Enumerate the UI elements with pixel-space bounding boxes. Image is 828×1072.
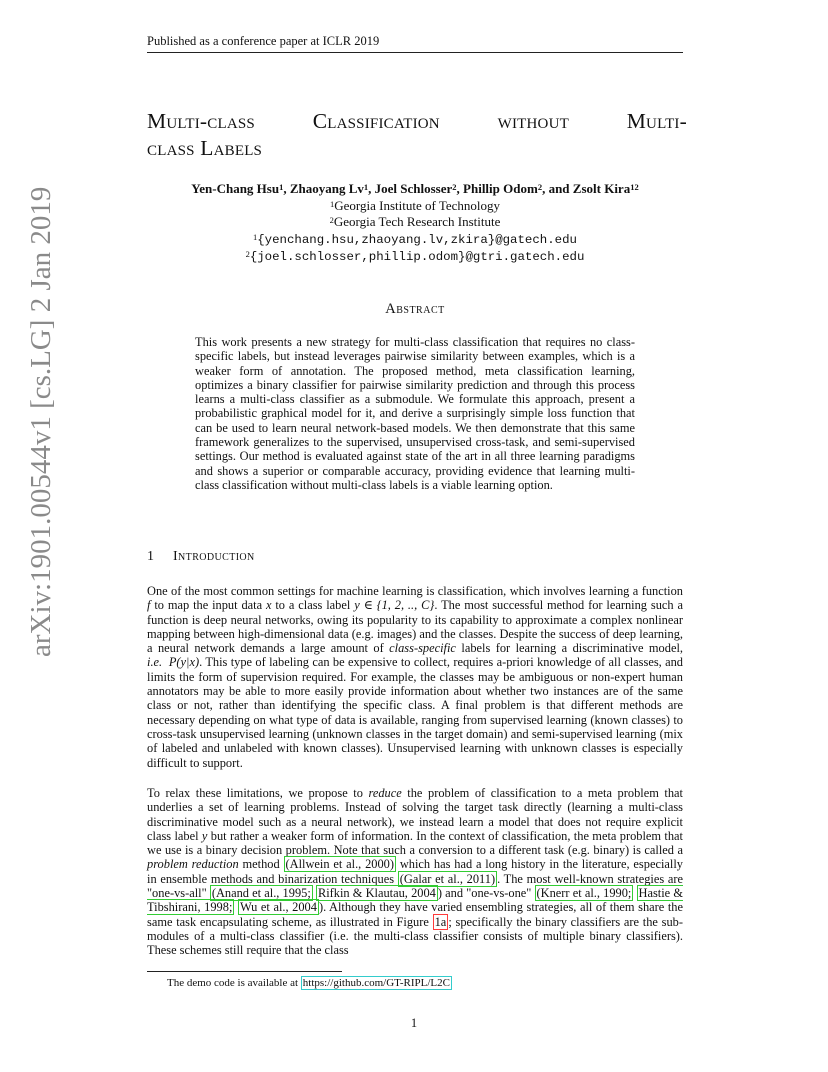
author-sep: , bbox=[283, 181, 290, 196]
email-sup: 2 bbox=[245, 249, 250, 259]
text-run: . The most successful method for learning such a function is deep neural networks, owing its popularity to its capability to approximate a complex nonlinear mapping between high-dimensional data (e.g. images) and the classes. Despite the success of deep learning, a neural network demands a large amount of bbox=[147, 598, 683, 656]
author-names bbox=[147, 181, 683, 198]
math-pyx: P(y|x) bbox=[168, 655, 200, 670]
abstract-heading: Abstract bbox=[385, 301, 445, 317]
emph-ie: i.e. bbox=[147, 655, 163, 670]
author-sep: , bbox=[368, 181, 375, 196]
author-sup: 2 bbox=[452, 182, 457, 192]
author-sup: 2 bbox=[537, 182, 543, 192]
citation-link[interactable]: (Galar et al., 2011) bbox=[399, 871, 496, 886]
affiliation-text: Georgia Tech Research Institute bbox=[333, 214, 501, 229]
affiliation-text: Georgia Institute of Technology bbox=[334, 197, 501, 213]
footnote-rule bbox=[147, 971, 342, 972]
title-word: Classification bbox=[312, 109, 440, 133]
citation-link[interactable]: (Allwein et al., 2000) bbox=[285, 857, 394, 872]
email-text: {joel.schlosser,phillip.odom}@gtri.gatech.edu bbox=[249, 250, 585, 264]
text-run: ) and "one-vs-one" bbox=[437, 886, 535, 901]
author-name: Yen-Chang Hsu bbox=[191, 181, 280, 196]
arxiv-stamp bbox=[21, 186, 57, 657]
email-line bbox=[147, 248, 683, 266]
emph-problem-reduction: problem reduction bbox=[147, 857, 239, 872]
author-name: Joel Schlosser bbox=[374, 181, 453, 196]
text-run: but rather a weaker form of information. In the context of classification, the meta problem that we use is a binary decision problem. Note that such a conversion to a different task (e.g. binary) is called a bbox=[147, 828, 683, 858]
text-run: method bbox=[238, 857, 284, 872]
text-run: ). Although they have varied ensembling strategies, all of them share the same task encapsulating scheme, as illustrated in Figure bbox=[147, 900, 683, 929]
email-sup: 1 bbox=[253, 231, 258, 242]
text-run: which has had a long history in the literature, especially in ensemble methods and binarization techniques bbox=[147, 857, 683, 886]
intro-paragraph-2 bbox=[147, 786, 683, 958]
citation-link[interactable]: (Anand et al., 1995; bbox=[211, 886, 311, 901]
affiliation-sup: 2 bbox=[329, 215, 334, 225]
abstract-text: This work presents a new strategy for multi-class classification that requires no class-specific labels, but instead leverages pairwise similarity between examples, which is a weaker form of annotation. The proposed method, meta classification learning, optimizes a binary classifier for pairwise similarity prediction and through this process learns a multi-class classifier as a submodule. We formulate this approach, present a probabilistic graphical model for it, and derive a surprisingly simple loss function that can be used to learn neural network-based models. We then demonstrate that this same framework generalizes to the supervised, unsupervised cross-task, and semi-supervised settings. Our method is evaluated against state of the art in all three learning paradigms and shows a superior or comparable accuracy, providing evidence that learning multi-class classification without multi-class labels is a viable learning option. bbox=[195, 335, 635, 492]
text-run: One of the most common settings for machine learning is classification, which involves learning a function bbox=[147, 584, 683, 598]
author-sup: 1 bbox=[363, 182, 369, 192]
affiliation bbox=[147, 198, 683, 215]
title-line-1 bbox=[147, 108, 687, 135]
author-name: Zhaoyang Lv bbox=[289, 181, 364, 196]
author-sup: 12 bbox=[630, 182, 639, 192]
citation-link[interactable]: Hastie & Tibshirani, 1998; bbox=[147, 886, 683, 915]
page-number: 1 bbox=[410, 1016, 418, 1030]
header-rule bbox=[147, 52, 683, 53]
title-word: Multi-class bbox=[147, 109, 255, 133]
demo-code-link[interactable]: https://github.com/GT-RIPL/L2C bbox=[302, 977, 450, 989]
title-word: without bbox=[497, 109, 569, 133]
paper-title bbox=[147, 108, 687, 162]
citation-link[interactable]: (Knerr et al., 1990; bbox=[536, 886, 632, 901]
author-block bbox=[147, 181, 683, 266]
title-line-2: class Labels bbox=[147, 136, 263, 160]
text-run: To relax these limitations, we propose to bbox=[147, 786, 369, 800]
author-sep: , and bbox=[542, 181, 573, 196]
math-y: y bbox=[201, 828, 208, 843]
footnote-text: The demo code is available at bbox=[167, 977, 301, 989]
author-name: Phillip Odom bbox=[463, 181, 538, 196]
math-x: x bbox=[265, 598, 272, 613]
footnote bbox=[167, 977, 452, 989]
text-run: the problem of classification to a meta problem that underlies a set of learning problems. Instead of solving the target task directly (learning a multi-class discriminative model such as a neural network), we instead learn a model that does not require explicit class label bbox=[147, 786, 683, 843]
text-run: . The most well-known strategies are "one-vs-all" bbox=[147, 871, 683, 901]
emph-class-specific: class-specific bbox=[389, 641, 456, 656]
arxiv-stamp-text: arXiv:1901.00544v1 [cs.LG] 2 Jan 2019 bbox=[25, 186, 57, 657]
math-label-set: y ∈ {1, 2, .., C} bbox=[354, 598, 435, 613]
section-title: Introduction bbox=[173, 549, 255, 564]
author-sup: 1 bbox=[279, 182, 284, 192]
email-text: {yenchang.hsu,zhaoyang.lv,zkira}@gatech.edu bbox=[257, 232, 577, 247]
citation-link[interactable]: Wu et al., 2004 bbox=[239, 900, 317, 915]
section-number: 1 bbox=[147, 549, 154, 564]
author-sep: , bbox=[456, 181, 464, 196]
affiliation-sup: 1 bbox=[329, 198, 335, 209]
title-word: Multi- bbox=[626, 109, 687, 133]
text-run: ; specifically the binary classifiers are the sub-modules of a multi-class classifier (i.e. the multi-class classifier consists of multiple binary classifiers). These schemes still require that the class bbox=[147, 914, 684, 958]
text-run: to map the input data bbox=[150, 598, 266, 613]
author-name: Zsolt Kira bbox=[572, 181, 631, 196]
math-f: f bbox=[147, 598, 151, 613]
text-run: to a class label bbox=[271, 598, 355, 613]
text-run: . This type of labeling can be expensive to collect, requires a-priori knowledge of all classes, and limits the form of supervision required. For example, the classes may be ambiguous or non-expert human annotators may be able to more easily provide information about whether two instances are of the same class or not, rather than identifying the specific class. A final problem is that different methods are necessary depending on what type of data is available, ranging from supervised learning (known classes) to cross-task unsupervised learning (unknown classes in the target domain) and semi-supervised learning (mix of labeled and unlabeled with known classes). Unsupervised learning with unknown classes is especially difficult to support. bbox=[147, 655, 683, 770]
figure-link[interactable]: 1a bbox=[434, 914, 447, 929]
running-header: Published as a conference paper at ICLR 2019 bbox=[147, 34, 380, 48]
section-heading bbox=[147, 549, 255, 565]
text-run: labels for learning a discriminative model, bbox=[455, 641, 683, 656]
emph-reduce: reduce bbox=[368, 786, 402, 800]
citation-link[interactable]: Rifkin & Klautau, 2004 bbox=[317, 886, 436, 901]
affiliation bbox=[147, 214, 683, 231]
email-line bbox=[147, 231, 683, 249]
intro-paragraph-1 bbox=[147, 584, 683, 770]
